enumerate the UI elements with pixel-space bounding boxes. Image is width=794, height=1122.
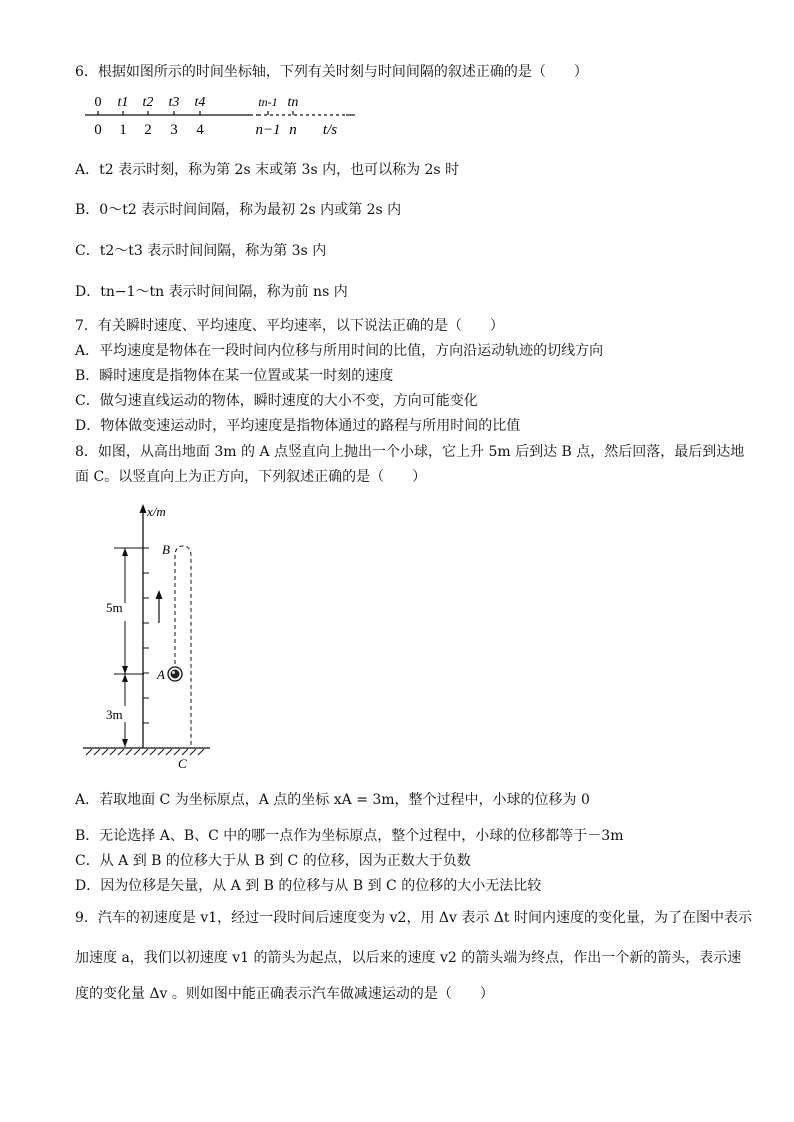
axis-top-t2: t2 bbox=[142, 95, 154, 110]
x-axis-label: x/m bbox=[147, 504, 166, 519]
axis-bottom-n-1: n−1 bbox=[255, 122, 281, 138]
q9-line3: 度的变化量 Δv 。则如图中能正确表示汽车做减速运动的是（ ） bbox=[75, 986, 494, 1002]
q7-stem: 7．有关瞬时速度、平均速度、平均速率，以下说法正确的是（ ） bbox=[75, 318, 504, 334]
axis-top-0: 0 bbox=[94, 95, 102, 110]
q8-option-d: D．因为位移是矢量，从 A 到 B 的位移与从 B 到 C 的位移的大小无法比较 bbox=[75, 878, 542, 894]
axis-top-tn-1: tn-1 bbox=[258, 95, 278, 109]
q6-option-c: C．t2～t3 表示时间间隔，称为第 3s 内 bbox=[75, 243, 327, 259]
axis-top-t1: t1 bbox=[117, 95, 129, 110]
q6-option-d: D．tn−1～tn 表示时间间隔，称为前 ns 内 bbox=[75, 284, 348, 300]
q8-option-b: B．无论选择 A、B、C 中的哪一点作为坐标原点，整个过程中，小球的位移都等于－3m bbox=[75, 828, 624, 844]
axis-bottom-0: 0 bbox=[94, 122, 102, 138]
q8-option-c: C．从 A 到 B 的位移大于从 B 到 C 的位移，因为正数大于负数 bbox=[75, 853, 471, 869]
axis-bottom-4: 4 bbox=[196, 122, 204, 138]
q8-stem-line1: 8．如图，从高出地面 3m 的 A 点竖直向上抛出一个小球，它上升 5m 后到达 B 点，然后回落，最后到达地 bbox=[75, 444, 745, 460]
q7-option-d: D．物体做变速运动时，平均速度是指物体通过的路程与所用时间的比值 bbox=[75, 418, 521, 434]
q7-option-a: A．平均速度是物体在一段时间内位移与所用时间的比值，方向沿运动轨迹的切线方向 bbox=[75, 343, 604, 359]
q6-option-b: B．0～t2 表示时间间隔，称为最初 2s 内或第 2s 内 bbox=[75, 202, 402, 218]
label-3m: 3m bbox=[106, 707, 123, 722]
axis-bottom-1: 1 bbox=[119, 122, 127, 138]
axis-top-tn: tn bbox=[287, 95, 299, 110]
axis-bottom-unit: t/s bbox=[322, 122, 338, 138]
q7-option-c: C．做匀速直线运动的物体，瞬时速度的大小不变，方向可能变化 bbox=[75, 393, 478, 409]
axis-top-t3: t3 bbox=[168, 95, 180, 110]
q8-stem-line2: 面 C。以竖直向上为正方向，下列叙述正确的是（ ） bbox=[75, 469, 427, 485]
q9-line1: 9．汽车的初速度是 v1，经过一段时间后速度变为 v2，用 Δv 表示 Δt 时间内速度的变化量，为了在图中表示 bbox=[75, 910, 752, 926]
axis-bottom-n: n bbox=[289, 122, 297, 138]
q9-line2: 加速度 a，我们以初速度 v1 的箭头为起点，以后来的速度 v2 的箭头端为终点，作出一个新的箭头，表示速 bbox=[75, 950, 742, 966]
q6-stem: 6．根据如图所示的时间坐标轴，下列有关时刻与时间间隔的叙述正确的是（ ） bbox=[75, 64, 588, 80]
axis-bottom-3: 3 bbox=[170, 122, 178, 138]
time-axis-figure bbox=[80, 90, 360, 140]
label-5m: 5m bbox=[106, 600, 123, 615]
q7-option-b: B．瞬时速度是指物体在某一位置或某一时刻的速度 bbox=[75, 368, 394, 384]
axis-bottom-2: 2 bbox=[144, 122, 152, 138]
projectile-figure bbox=[78, 500, 238, 780]
q8-option-a: A．若取地面 C 为坐标原点，A 点的坐标 xA = 3m，整个过程中，小球的位移为 0 bbox=[75, 792, 590, 808]
point-b-label: B bbox=[162, 542, 170, 557]
point-c-label: C bbox=[178, 756, 187, 771]
point-a-label: A bbox=[157, 667, 165, 682]
axis-top-t4: t4 bbox=[194, 95, 206, 110]
q6-option-a: A．t2 表示时刻，称为第 2s 末或第 3s 内，也可以称为 2s 时 bbox=[75, 162, 460, 178]
